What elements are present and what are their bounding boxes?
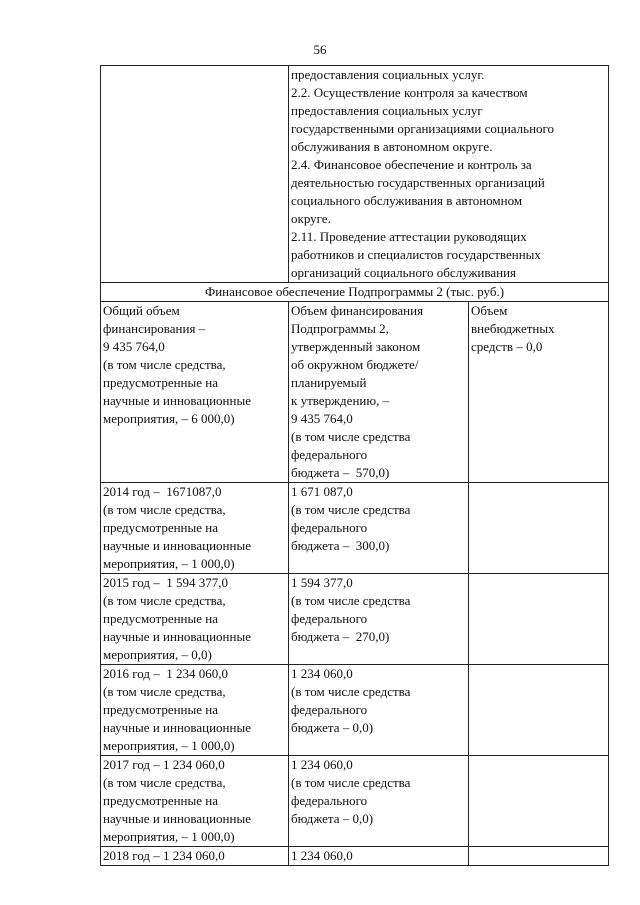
year-total-line: научные и инновационные <box>103 720 251 735</box>
year-budget-line: 1 234 060,0 <box>291 848 353 863</box>
year-total-cell <box>101 574 289 665</box>
extrabudgetary-line: средств – 0,0 <box>471 339 543 354</box>
year-budget-cell <box>289 847 469 866</box>
year-budget-line: 1 234 060,0 <box>291 666 353 681</box>
task-line: предоставления социальных услуг <box>291 103 483 118</box>
year-total-line: (в том числе средства, <box>103 502 226 517</box>
year-total-line: (в том числе средства, <box>103 775 226 790</box>
year-budget-line: (в том числе средства <box>291 502 411 517</box>
law-volume-line: 9 435 764,0 <box>291 411 353 426</box>
year-total-line: (в том числе средства, <box>103 593 226 608</box>
financing-header: Финансовое обеспечение Подпрограммы 2 (тыс. руб.) <box>101 283 609 302</box>
task-line: работников и специалистов государственных <box>291 247 541 262</box>
task-line: организаций социального обслуживания <box>291 265 517 280</box>
total-volume-line: предусмотренные на <box>103 375 219 390</box>
year-total-line: мероприятия, – 1 000,0) <box>103 738 235 753</box>
year-total-line: научные и инновационные <box>103 538 251 553</box>
law-volume-line: об окружном бюджете/ <box>291 357 419 372</box>
law-volume-line: Подпрограммы 2, <box>291 321 389 336</box>
year-total-line: 2018 год – 1 234 060,0 <box>103 848 225 863</box>
tasks-empty-cell <box>101 66 289 283</box>
year-budget-line: бюджета – 0,0) <box>291 720 374 735</box>
task-line: предоставления социальных услуг. <box>291 67 485 82</box>
totals-row <box>101 302 609 483</box>
year-budget-line: федерального <box>291 520 368 535</box>
year-budget-cell <box>289 665 469 756</box>
year-budget-line: 1 671 087,0 <box>291 484 353 499</box>
total-volume-line: финансирования – <box>103 321 206 336</box>
year-total-line: 2016 год – 1 234 060,0 <box>103 666 228 681</box>
year-total-line: 2014 год – 1671087,0 <box>103 484 222 499</box>
task-line: обслуживания в автономном округе. <box>291 139 493 154</box>
law-volume-line: к утверждению, – <box>291 393 390 408</box>
year-total-line: предусмотренные на <box>103 520 219 535</box>
law-volume-line: планируемый <box>291 375 367 390</box>
law-volume-line: Объем финансирования <box>291 303 424 318</box>
task-line: социального обслуживания в автономном <box>291 193 523 208</box>
total-volume-line: Общий объем <box>103 303 180 318</box>
law-volume-line: утвержденный законом <box>291 339 421 354</box>
total-volume-line: (в том числе средства, <box>103 357 226 372</box>
task-line: 2.2. Осуществление контроля за качеством <box>291 85 528 100</box>
year-budget-line: бюджета – 0,0) <box>291 811 374 826</box>
year-total-line: мероприятия, – 1 000,0) <box>103 829 235 844</box>
total-volume-line: научные и инновационные <box>103 393 251 408</box>
year-total-line: 2017 год – 1 234 060,0 <box>103 757 225 772</box>
year-total-line: предусмотренные на <box>103 611 219 626</box>
year-budget-line: бюджета – 300,0) <box>291 538 390 553</box>
law-approved-volume-cell <box>289 302 469 483</box>
year-total-line: 2015 год – 1 594 377,0 <box>103 575 228 590</box>
year-total-cell <box>101 847 289 866</box>
year-total-line: предусмотренные на <box>103 702 219 717</box>
year-budget-line: (в том числе средства <box>291 684 411 699</box>
year-row-2014 <box>101 483 609 574</box>
total-volume-line: 9 435 764,0 <box>103 339 165 354</box>
year-budget-line: федерального <box>291 793 368 808</box>
year-budget-line: федерального <box>291 702 368 717</box>
year-total-cell <box>101 665 289 756</box>
year-extrabudgetary-cell <box>469 574 609 665</box>
year-extrabudgetary-cell <box>469 756 609 847</box>
task-line: округе. <box>291 211 331 226</box>
year-budget-line: 1 594 377,0 <box>291 575 353 590</box>
page-number: 56 <box>313 42 327 57</box>
year-row-2016 <box>101 665 609 756</box>
law-volume-line: (в том числе средства <box>291 429 411 444</box>
extrabudgetary-line: внебюджетных <box>471 321 555 336</box>
task-line: 2.11. Проведение аттестации руководящих <box>291 229 527 244</box>
extrabudgetary-line: Объем <box>471 303 508 318</box>
task-line: 2.4. Финансовое обеспечение и контроль за <box>291 157 532 172</box>
year-budget-line: (в том числе средства <box>291 775 411 790</box>
year-budget-line: бюджета – 270,0) <box>291 629 390 644</box>
year-total-line: (в том числе средства, <box>103 684 226 699</box>
task-line: деятельностью государственных организаций <box>291 175 545 190</box>
year-budget-cell <box>289 756 469 847</box>
year-total-line: мероприятия, – 1 000,0) <box>103 556 235 571</box>
year-row-2015 <box>101 574 609 665</box>
year-budget-cell <box>289 574 469 665</box>
financing-header-row <box>101 283 609 302</box>
law-volume-line: бюджета – 570,0) <box>291 465 390 480</box>
year-extrabudgetary-cell <box>469 665 609 756</box>
total-volume-cell <box>101 302 289 483</box>
total-volume-line: мероприятия, – 6 000,0) <box>103 411 235 426</box>
extrabudgetary-volume-cell <box>469 302 609 483</box>
year-budget-cell <box>289 483 469 574</box>
year-total-cell <box>101 756 289 847</box>
year-total-line: научные и инновационные <box>103 629 251 644</box>
task-line: государственными организациями социального <box>291 121 555 136</box>
subprogram-passport-table <box>100 65 609 866</box>
tasks-list-cell <box>289 66 609 283</box>
year-total-line: научные и инновационные <box>103 811 251 826</box>
year-row-2018 <box>101 847 609 866</box>
tasks-continuation-row <box>101 66 609 283</box>
year-total-line: предусмотренные на <box>103 793 219 808</box>
year-budget-line: (в том числе средства <box>291 593 411 608</box>
year-total-cell <box>101 483 289 574</box>
law-volume-line: федерального <box>291 447 368 462</box>
year-extrabudgetary-cell <box>469 483 609 574</box>
year-budget-line: 1 234 060,0 <box>291 757 353 772</box>
year-extrabudgetary-cell <box>469 847 609 866</box>
year-budget-line: федерального <box>291 611 368 626</box>
year-row-2017 <box>101 756 609 847</box>
year-total-line: мероприятия, – 0,0) <box>103 647 212 662</box>
